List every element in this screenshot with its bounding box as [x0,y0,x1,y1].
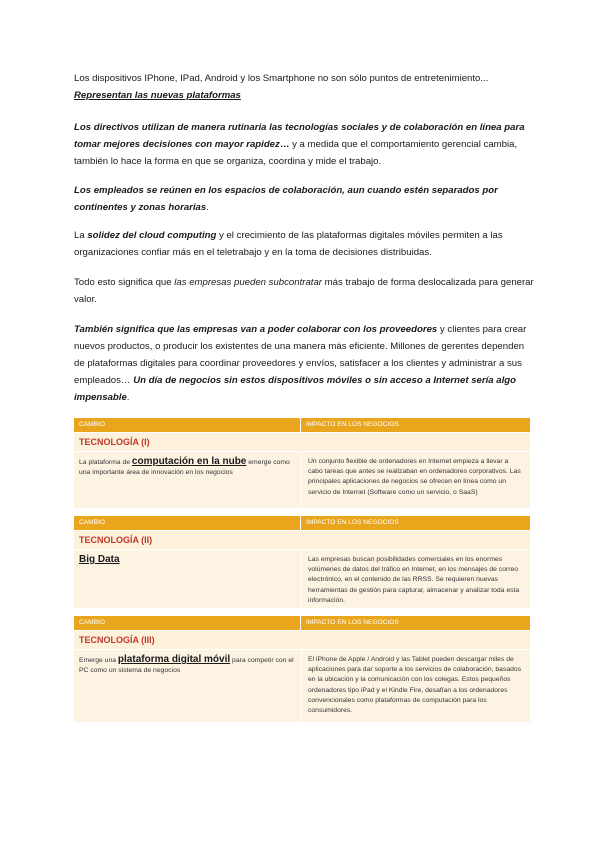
impacto-cell: El iPhone de Apple / Android y las Tablet pueden descargar miles de aplicaciones para dar soporte a los servicios de colaboración, basados en la ubicación y la comunicación con los colegas. Estos pequeños ordenadores tipo iPad y el Kindle Fire, desafían a los ordenadores convencionales como plataformas de computación para los consumidores. [301,650,530,722]
header-impacto: IMPACTO EN LOS NEGOCIOS [306,519,399,526]
intro-line: Los dispositivos IPhone, IPad, Android y los Smartphone no son sólo puntos de entretenimiento... [74,73,489,84]
cloud-rest: y el crecimiento de las plataformas digitales móviles permiten a las organizaciones confiar más en el teletrabajo y en la toma de decisiones distribuidas. [74,230,503,258]
subcontratar-rest: más trabajo de forma deslocalizada para generar valor. [74,277,534,305]
table-tecnologia-1 [74,418,530,508]
tech-title: TECNOLOGÍA (I) [74,433,530,451]
subcontratar-pre: Todo esto significa que [74,277,175,288]
proveedores-bold: También significa que las empresas van a poder colaborar con los proveedores [74,324,438,335]
cloud-paragraph [74,227,536,261]
directivos-bold: Los directivos utilizan de manera rutinaria las tecnologías sociales y de colaboración en línea para tomar mejores decisiones con mayor rapidez [74,122,525,150]
cloud-bold: solidez del cloud computing [87,230,217,241]
table-header [74,516,530,530]
impacto-cell: Un conjunto flexible de ordenadores en Internet empieza a llevar a cabo tareas que antes se realizaban en ordenadores corporativos. Las principales aplicaciones de negocios se ofrecen en línea como un servicio de Internet (Software como un servicio, o SaaS) [301,452,530,508]
cambio-pre: La plataforma de [79,459,132,466]
proveedores-end: . [126,392,130,403]
header-cambio: CAMBIO [74,616,301,630]
proveedores-mid: y clientes para crear nuevos productos, o producir los existentes de una manera más eficiente. Millones de gerentes dependen de plataformas digitales para coordinar proveedores y envíos, satisfacer a los clientes y administrar a sus empleados… [74,324,527,386]
tech-title: TECNOLOGÍA (II) [74,531,530,549]
intro-paragraph [74,70,536,104]
table-body [74,550,530,608]
cambio-highlight: Big Data [79,554,120,565]
cambio-cell [74,650,301,722]
table-header [74,616,530,630]
subcontratar-paragraph [74,274,536,308]
empleados-bold: Los empleados se reúnen en los espacios de colaboración, aun cuando estén separados por continentes y zonas horarias [74,185,498,213]
tech-title: TECNOLOGÍA (III) [74,631,530,649]
cambio-highlight: computación en la nube [131,456,247,467]
header-impacto: IMPACTO EN LOS NEGOCIOS [306,421,399,428]
table-body [74,650,530,722]
table-header [74,418,530,432]
header-cambio: CAMBIO [74,418,301,432]
impacto-cell: Las empresas buscan posibilidades comerciales en los enormes volúmenes de datos del tráfico en Internet, en los mensajes de correo electrónico, en el contenido de las RRSS. Se requieren nuevas herramientas de gestión para capturar, almacenar y analizar toda esta información. [301,550,530,608]
subcontratar-italic: las empresas pueden subcontratar [174,277,322,288]
proveedores-paragraph [74,321,536,406]
table-tecnologia-3 [74,616,530,722]
cambio-cell [74,452,301,508]
directivos-paragraph [74,119,536,170]
cambio-post: para competir con el PC como un sistema de negocios [79,657,294,674]
table-tecnologia-2 [74,516,530,608]
cambio-pre: Emerge una [79,657,118,664]
directivos-rest: y a medida que el comportamiento gerencial cambia, también lo hace la forma en que se organiza, coordina y mide el trabajo. [74,139,518,167]
header-impacto: IMPACTO EN LOS NEGOCIOS [306,619,399,626]
table-body [74,452,530,508]
empleados-paragraph [74,182,536,216]
ellipsis: … [279,139,290,150]
cambio-post: emerge como una importante área de innovación en los negocios [79,459,290,476]
cambio-highlight: plataforma digital móvil [117,654,231,665]
header-cambio: CAMBIO [74,516,301,530]
cloud-pre: La [74,230,88,241]
intro-subtitle: Representan las nuevas plataformas [74,90,241,101]
proveedores-end-bold: Un día de negocios sin estos dispositivos móviles o sin acceso a Internet sería algo impensable [74,375,517,403]
empleados-end: . [206,202,209,213]
cambio-cell [74,550,301,608]
